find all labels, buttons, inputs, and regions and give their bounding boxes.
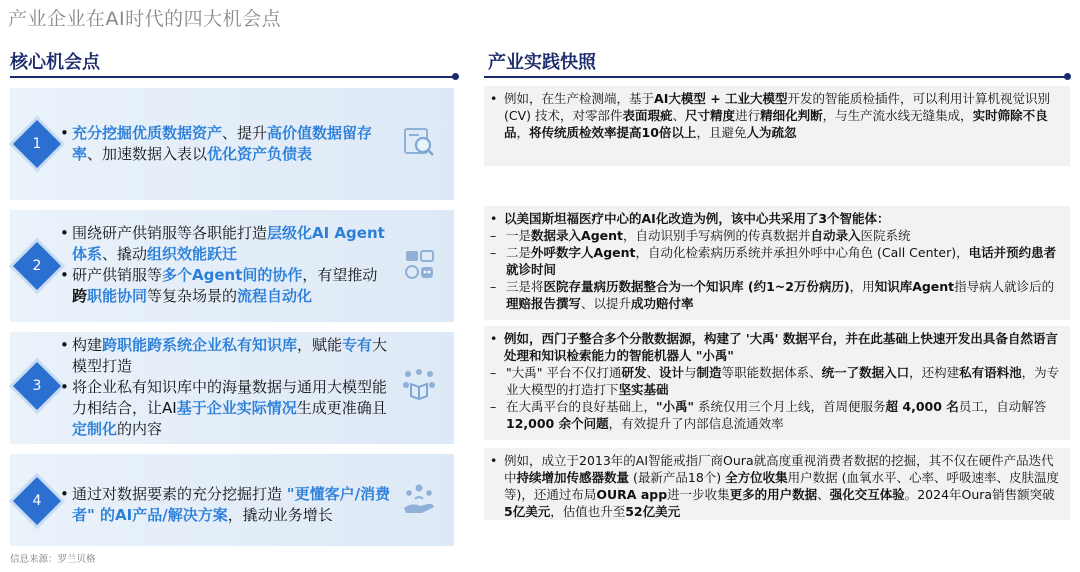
card-text — [60, 223, 392, 307]
text-run: 人为疏忽 — [746, 125, 797, 140]
text-run: 流程自动化 — [237, 287, 313, 305]
bullet-text — [72, 265, 392, 307]
bullet-text — [72, 484, 392, 526]
text-run: 开发的智能质检插件，可以利用计算机视觉识别 (CV) 技术，对零部件 — [504, 91, 1051, 123]
text-run: 围绕研产供销服等各职能打造 — [72, 224, 268, 242]
text-run: 职能协同 — [87, 287, 148, 305]
text-run: 等复杂场景的 — [147, 287, 238, 305]
text-run: 跨职能跨系统企业私有知识库 — [102, 336, 298, 354]
text-run: "小禹" — [656, 399, 695, 414]
text-run: 大模型打造 — [72, 336, 388, 375]
text-run: 的内容 — [117, 420, 163, 438]
bullet-dot: • — [60, 485, 69, 503]
text-run: ，有望推动 — [302, 266, 378, 284]
text-run: 持续增加传感器数量 — [516, 470, 630, 485]
practice-box-1 — [484, 86, 1070, 166]
text-run: 生成更准确且 — [296, 399, 387, 417]
text-run: 例如，西门子整合多个分散数据源，构建了 '大禹' 数据平台，并在此基础上快速开发出具备自然语言处理和知识检索能力的智能机器人 "小禹" — [504, 331, 1058, 363]
card-text — [60, 484, 392, 526]
text-run: ，还构建 — [909, 365, 960, 380]
text-run: 、 — [817, 487, 830, 502]
bullet-dot: • — [60, 266, 69, 284]
dash-marker: – — [490, 279, 497, 294]
bullet-dot: • — [60, 336, 69, 354]
practice-text — [506, 244, 1062, 278]
card-bullet — [60, 223, 392, 265]
text-run: OURA app — [596, 487, 668, 502]
text-run: 定制化 — [72, 420, 118, 438]
text-run: ，自动识别手写病例的传真数据并 — [623, 228, 811, 243]
text-run: 将传统质检效率提高10倍以上 — [529, 125, 697, 140]
text-run: "大禹" 平台不仅打通 — [506, 365, 622, 380]
text-run: ，有效提升了内部信息流通效率 — [608, 416, 784, 431]
text-run: 优化资产负债表 — [207, 145, 313, 163]
text-run: 、 — [646, 365, 660, 380]
text-run: 指导病人就诊后的 — [954, 279, 1055, 294]
text-run: 员工，自动解答 — [958, 399, 1047, 414]
practice-bullet — [490, 452, 1062, 520]
right-section-header: 产业实践快照 — [488, 52, 596, 73]
opportunity-card-2 — [10, 210, 454, 322]
text-run: 组织效能跃迁 — [147, 245, 238, 263]
card-bullet — [60, 123, 392, 165]
practice-bullet — [490, 330, 1062, 364]
text-run: "更懂客户/消费者" 的AI产品/解决方案 — [72, 485, 391, 524]
practice-subpoint — [490, 244, 1062, 278]
practice-subpoint — [490, 398, 1062, 432]
card-bullet — [60, 377, 392, 440]
card-text — [60, 335, 392, 440]
magnifier-document-icon — [402, 125, 436, 159]
practice-subpoint — [490, 278, 1062, 312]
text-run: 强化交互体验 — [829, 487, 905, 502]
text-run: 、以提升 — [581, 296, 632, 311]
bullet-dot: • — [60, 224, 69, 242]
dash-marker: – — [490, 228, 497, 243]
text-run: 研产供销服等 — [72, 266, 163, 284]
text-run: 52亿美元 — [625, 504, 681, 519]
text-run: 与 — [684, 365, 697, 380]
text-run: 跨 — [72, 287, 88, 305]
practice-text — [504, 90, 1062, 141]
right-header-divider — [484, 76, 1068, 78]
text-run: 电话并预约患者就诊时间 — [506, 245, 1057, 277]
text-run: 全方位收集 — [725, 470, 788, 485]
text-run: 更多的用户数据 — [729, 487, 818, 502]
dash-marker: – — [490, 245, 497, 260]
dash-marker: – — [490, 365, 497, 380]
text-run: ，用 — [849, 279, 875, 294]
practice-subpoint — [490, 227, 1062, 244]
number-badge: 2 — [13, 242, 61, 290]
opportunity-card-4 — [10, 454, 454, 546]
practice-text — [504, 210, 890, 227]
text-run: 二是 — [506, 245, 532, 260]
practice-text — [504, 452, 1062, 520]
bullet-text — [72, 223, 392, 265]
practice-box-4 — [484, 448, 1070, 520]
text-run: 在大禹平台的良好基础上， — [506, 399, 657, 414]
text-run: 层级化AI Agent体系 — [72, 224, 385, 263]
text-run: 尺寸精度 — [685, 108, 736, 123]
text-run: 医院系统 — [860, 228, 911, 243]
practice-text — [504, 330, 1062, 364]
card-bullet — [60, 335, 392, 377]
left-header-divider — [10, 76, 456, 78]
card-text — [60, 123, 392, 165]
text-run: 精细化判断 — [760, 108, 823, 123]
text-run: ，为专业大模型的打造打下 — [506, 365, 1060, 397]
number-badge: 1 — [13, 120, 61, 168]
text-run: 进行 — [735, 108, 761, 123]
text-run: 医院存量病历数据整合为一个知识库 (约1~2万份病历) — [543, 279, 850, 294]
practice-box-2 — [484, 206, 1070, 320]
practice-bullet — [490, 210, 1062, 227]
text-run: 自动录入 — [810, 228, 861, 243]
text-run: 超 4,000 名 — [885, 399, 959, 414]
practice-text — [506, 278, 1062, 312]
text-run: 设计 — [659, 365, 685, 380]
text-run: 成功赔付率 — [631, 296, 694, 311]
text-run: 、提升 — [222, 124, 268, 142]
text-run: 理赔报告撰写 — [506, 296, 582, 311]
text-run: 用户数据 (血氧水平、心率、呼吸速率、皮肤温度等)，还通过布局 — [504, 470, 1060, 502]
practice-text — [506, 398, 1062, 432]
bullet-dot: • — [60, 378, 69, 396]
text-run: 多个Agent间的协作 — [162, 266, 303, 284]
robot-agents-icon — [402, 248, 436, 282]
text-run: 将企业私有知识库中的海量数据与通用大模型能力相结合，让AI — [72, 378, 388, 417]
text-run: 、 — [672, 108, 686, 123]
text-run: 等职能数据体系、 — [721, 365, 822, 380]
bullet-text — [72, 123, 392, 165]
text-run: 外呼数字人Agent — [531, 245, 636, 260]
text-run: ， — [516, 125, 530, 140]
practice-text — [506, 364, 1062, 398]
text-run: (最新产品18个) — [629, 470, 726, 485]
text-run: 例如，在生产检测端，基于 — [504, 91, 655, 106]
text-run: 通过对数据要素的充分挖掘打造 — [72, 485, 287, 503]
card-bullet — [60, 265, 392, 307]
bullet-dot: • — [490, 331, 498, 346]
practice-box-3 — [484, 326, 1070, 440]
text-run: 、加速数据入表以 — [87, 145, 208, 163]
text-run: 私有语料池 — [959, 365, 1022, 380]
text-run: 研发 — [621, 365, 647, 380]
text-run: 制造 — [696, 365, 722, 380]
text-run: 表面瑕疵 — [622, 108, 673, 123]
bullet-dot: • — [490, 453, 498, 468]
text-run: 知识库Agent — [874, 279, 955, 294]
opportunity-card-3 — [10, 332, 454, 444]
text-run: 、撬动 — [102, 245, 148, 263]
source-note: 信息来源：罗兰贝格 — [10, 554, 96, 565]
text-run: 构建 — [72, 336, 103, 354]
text-run: 例如，成立于2013年的AI智能戒指厂商Oura就高度重视消费者数据的挖掘，其不仅在硬件产品迭代中 — [504, 453, 1054, 485]
left-section-header: 核心机会点 — [10, 52, 100, 73]
text-run: ，撬动业务增长 — [227, 506, 333, 524]
text-run: ，与生产流水线无缝集成， — [822, 108, 973, 123]
knowledge-network-icon — [402, 368, 436, 402]
page-title: 产业企业在AI时代的四大机会点 — [8, 8, 282, 30]
hand-people-icon — [402, 482, 436, 516]
text-run: 进一步收集 — [667, 487, 730, 502]
bullet-text — [72, 335, 392, 377]
bullet-dot: • — [60, 124, 69, 142]
text-run: 系统仅用三个月上线，首周便服务 — [694, 399, 886, 414]
text-run: 以美国斯坦福医疗中心的AI化改造为例，该中心共采用了3个智能体： — [504, 211, 890, 226]
text-run: 专有 — [342, 336, 373, 354]
text-run: 三是将 — [506, 279, 544, 294]
text-run: 坚实基础 — [618, 382, 669, 397]
text-run: 实时筛除不良品 — [504, 108, 1048, 140]
practice-bullet — [490, 90, 1062, 141]
text-run: 5亿美元 — [504, 504, 551, 519]
text-run: 一是 — [506, 228, 532, 243]
opportunity-card-1 — [10, 88, 454, 200]
bullet-text — [72, 377, 392, 440]
practice-subpoint — [490, 364, 1062, 398]
bullet-dot: • — [490, 91, 498, 106]
text-run: ，且避免 — [696, 125, 747, 140]
text-run: 基于企业实际情况 — [176, 399, 297, 417]
number-badge: 4 — [13, 477, 61, 525]
number-badge: 3 — [13, 362, 61, 410]
text-run: 12,000 余个问题 — [506, 416, 609, 431]
dash-marker: – — [490, 399, 497, 414]
text-run: 统一了数据入口 — [821, 365, 910, 380]
text-run: ，自动化检索病历系统并承担外呼中心角色 (Call Center)， — [635, 245, 969, 260]
text-run: ，赋能 — [297, 336, 343, 354]
text-run: ，估值也升至 — [550, 504, 626, 519]
text-run: 数据录入Agent — [531, 228, 623, 243]
bullet-dot: • — [490, 211, 498, 226]
text-run: AI大模型 + 工业大模型 — [654, 91, 788, 106]
card-bullet — [60, 484, 392, 526]
practice-text — [506, 227, 911, 244]
text-run: 。2024年Oura销售额突破 — [904, 487, 1055, 502]
text-run: 高价值数据留存率 — [72, 124, 373, 163]
text-run: 充分挖掘优质数据资产 — [72, 124, 223, 142]
